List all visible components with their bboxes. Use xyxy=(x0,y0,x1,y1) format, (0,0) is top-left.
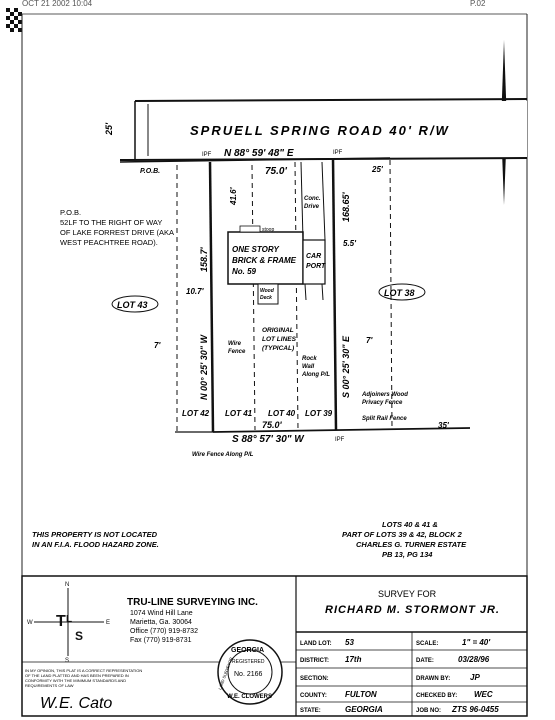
flood-note-1: THIS PROPERTY IS NOT LOCATED xyxy=(32,530,158,539)
split-rail-fence: Split Rail Fence xyxy=(362,416,407,422)
company-logo-s: S xyxy=(75,629,84,643)
lot-39-label: LOT 39 xyxy=(305,409,333,418)
deck-line-2: Deck xyxy=(260,295,272,301)
rock-wall-3: Along P/L xyxy=(302,372,330,378)
district-label: DISTRICT: xyxy=(300,658,329,664)
company-office: Office (770) 919-8732 xyxy=(130,628,198,635)
land-lot-label: LAND LOT: xyxy=(300,641,332,647)
company-name: TRU-LINE SURVEYING INC. xyxy=(127,597,258,608)
orig-lot-lines-3: (TYPICAL) xyxy=(262,345,295,352)
road-edge-top xyxy=(135,99,527,101)
bottom-ipf: IPF xyxy=(335,437,345,443)
road-name: SPRUELL SPRING ROAD 40' R/W xyxy=(190,123,450,138)
drawn-by-value: JP xyxy=(470,673,480,682)
legal-desc-2: PART OF LOTS 39 & 42, BLOCK 2 xyxy=(342,530,462,539)
compass-rose xyxy=(27,582,110,664)
top-bearing: N 88° 59' 48" E xyxy=(224,148,294,159)
lot-38-text: LOT 38 xyxy=(384,288,415,298)
top-offset: 25' xyxy=(372,165,383,174)
legal-desc-4: PB 13, PG 134 xyxy=(382,550,433,559)
company-address1: 1074 Wind Hill Lane xyxy=(130,610,193,617)
section-label: SECTION: xyxy=(300,676,329,682)
checked-by-value: WEC xyxy=(474,690,493,699)
drive-label-1: Conc. xyxy=(304,196,321,202)
cert-text-2: OF THE LAND PLATTED AND HAS BEEN PREPARED IN xyxy=(25,673,129,678)
pob-note-4: WEST PEACHTREE ROAD). xyxy=(60,238,158,247)
lot-43-text: LOT 43 xyxy=(117,300,148,310)
top-distance: 75.0' xyxy=(265,166,287,177)
drive-label-2: Drive xyxy=(304,204,320,210)
rock-wall-2: Wall xyxy=(302,364,315,370)
legal-desc-3: CHARLES G. TURNER ESTATE xyxy=(356,540,467,549)
left-offset: 7' xyxy=(154,341,161,350)
compass-n: N xyxy=(65,582,70,588)
pob-label: P.O.B. xyxy=(140,168,161,175)
company-logo-l: L xyxy=(66,614,73,625)
orig-lot-lines-2: LOT LINES xyxy=(262,336,296,343)
rock-wall-1: Rock xyxy=(302,356,317,362)
checker-mark xyxy=(6,8,22,32)
county-label: COUNTY: xyxy=(300,693,327,699)
orig-lot-lines-1: ORIGINAL xyxy=(262,327,294,334)
right-bearing: S 00° 25' 30" E xyxy=(341,335,351,398)
compass-s: S xyxy=(65,658,70,664)
drawn-by-label: DRAWN BY: xyxy=(416,676,451,682)
seal-middle: REGISTERED xyxy=(232,659,265,665)
seal-left: LAND SURVEYOR xyxy=(217,656,234,691)
job-no-label: JOB NO: xyxy=(416,708,442,714)
seal-top: GEORGIA xyxy=(231,647,265,654)
adjoiners-fence-1: Adjoiners Wood xyxy=(362,392,408,398)
bottom-offset: 35' xyxy=(438,421,449,430)
surveyor-signature: W.E. Cato xyxy=(40,695,113,712)
lot-40-label: LOT 40 xyxy=(268,409,296,418)
carport-line-1: CAR xyxy=(306,253,322,260)
wire-fence-along: Wire Fence Along P/L xyxy=(192,452,254,458)
scale-value: 1" = 40' xyxy=(462,638,491,647)
house-line-2: BRICK & FRAME xyxy=(232,256,296,265)
stoop-label: stoop xyxy=(262,227,275,233)
company-logo-t: T xyxy=(56,613,66,630)
house xyxy=(228,186,357,304)
left-dist-upper: 158.7' xyxy=(199,247,209,272)
lot-43-label xyxy=(112,296,158,312)
house-setback: 41.6' xyxy=(229,187,238,205)
cert-text-3: CONFORMITY WITH THE MINIMUM STANDARDS AND xyxy=(25,678,127,683)
road-width-label: 25' xyxy=(104,122,114,135)
right-offset: 7' xyxy=(366,336,373,345)
page-mark: P.02 xyxy=(470,0,486,8)
date-value: 03/28/96 xyxy=(458,655,490,664)
land-lot-value: 53 xyxy=(345,638,354,647)
seal-bottom: W.E. CLOWERS xyxy=(227,694,272,700)
lot-38-label xyxy=(379,284,425,300)
scan-header-text: OCT 21 2002 10:04 xyxy=(22,0,93,8)
house-line-1: ONE STORY xyxy=(232,245,279,254)
wire-fence-1: Wire xyxy=(228,341,241,347)
house-line-3: No. 59 xyxy=(232,267,257,276)
compass-e: E xyxy=(106,620,111,626)
legal-desc-1: LOTS 40 & 41 & xyxy=(382,520,438,529)
deck-line-1: Wood xyxy=(260,288,274,294)
top-ipf-right: IPF xyxy=(333,150,343,156)
flood-note-2: IN AN F.I.A. FLOOD HAZARD ZONE. xyxy=(32,540,159,549)
bottom-distance: 75.0' xyxy=(262,420,282,430)
left-bearing: N 00° 25' 30" W xyxy=(199,334,209,400)
left-dist-lower: 10.7' xyxy=(186,287,204,296)
seal-number: No. 2166 xyxy=(234,671,263,678)
compass-w: W xyxy=(27,620,33,626)
surveyor-seal xyxy=(217,640,282,704)
lot-42-label: LOT 42 xyxy=(182,409,210,418)
lot-41-label: LOT 41 xyxy=(225,409,253,418)
scale-label: SCALE: xyxy=(416,641,439,647)
date-label: DATE: xyxy=(416,658,434,664)
job-no-value: ZTS 96-0455 xyxy=(452,705,499,714)
cert-text-1: IN MY OPINION, THIS PLAT IS A CORRECT REPRESENTATION xyxy=(25,668,143,673)
house-side-setback: 5.5' xyxy=(343,239,357,248)
right-distance: 168.65' xyxy=(341,192,351,222)
bottom-bearing: S 88° 57' 30" W xyxy=(232,434,304,445)
pob-note-3: OF LAKE FORREST DRIVE (AKA xyxy=(60,228,175,237)
state-value: GEORGIA xyxy=(345,705,383,714)
state-label: STATE: xyxy=(300,708,321,714)
pob-note-1: P.O.B. xyxy=(60,208,82,217)
top-ipf-left: IPF xyxy=(202,152,212,158)
survey-for-label: SURVEY FOR xyxy=(378,589,437,599)
adjoiners-fence-2: Privacy Fence xyxy=(362,400,403,406)
checked-by-label: CHECKED BY: xyxy=(416,693,458,699)
county-value: FULTON xyxy=(345,690,377,699)
cert-text-4: REQUIREMENTS OF LAW xyxy=(25,683,74,688)
carport-line-2: PORT xyxy=(306,263,326,270)
survey-for-name: RICHARD M. STORMONT JR. xyxy=(325,604,500,616)
pob-note-2: 52LF TO THE RIGHT OF WAY xyxy=(60,218,163,227)
wire-fence-2: Fence xyxy=(228,349,246,355)
company-address2: Marietta, Ga. 30064 xyxy=(130,619,192,626)
company-fax: Fax (770) 919-8731 xyxy=(130,637,192,644)
district-value: 17th xyxy=(345,655,362,664)
